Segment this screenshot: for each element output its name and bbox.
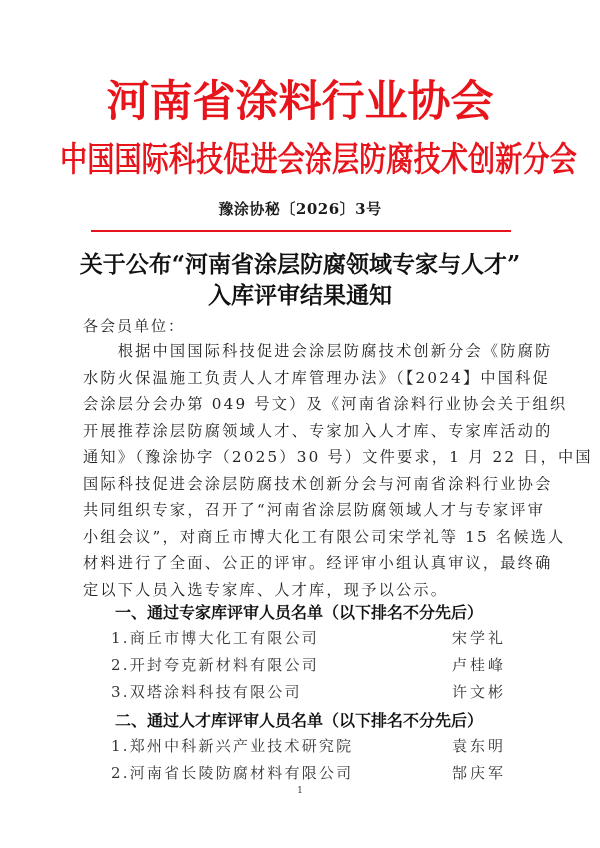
body-line: 开展推荐涂层防腐领域人才、专家加入人才库、专家库活动的 [83,421,553,440]
body-line: 国际科技促进会涂层防腐技术创新分会与河南省涂料行业协会 [83,474,553,493]
organization-name: 2.开封夸克新材料有限公司 [111,656,319,674]
notice-title-line-2: 入库评审结果通知 [208,282,392,309]
organization-name: 3.双塔涂料科技有限公司 [111,683,302,701]
page-number: 1 [297,786,303,796]
body-line: 根据中国国际科技促进会涂层防腐技术创新分会《防腐防 [83,342,553,360]
person-name: 卢桂峰 [451,656,506,674]
body-line: 共同组织专家，召开了“河南省涂层防腐领域人才与专家评审 [83,501,546,519]
organization-name: 1.郑州中科新兴产业技术研究院 [111,737,354,755]
talent-list-item [111,735,506,759]
body-line: 小组会议”，对商丘市博大化工有限公司宋学礼等 15 名候选人 [83,527,566,546]
body-line: 水防火保温施工负责人人才库管理办法》（【2024】中国科促 [83,368,550,387]
expert-list-item [111,681,506,705]
person-name: 袁东明 [451,737,506,755]
organization-name: 1.商丘市博大化工有限公司 [111,629,319,647]
document-number: 豫涂协秘〔2026〕3号 [218,200,382,218]
expert-list-heading: 一、通过专家库评审人员名单（以下排名不分先后） [115,603,484,622]
person-name: 宋学礼 [451,629,506,647]
talent-list-heading: 二、通过人才库评审人员名单（以下排名不分先后） [115,711,484,730]
org-title-primary: 河南省涂料行业协会 [106,77,494,127]
header-divider [91,230,511,232]
person-name: 郜庆军 [451,764,506,782]
salutation: 各会员单位： [83,317,186,335]
organization-name: 2.河南省长陵防腐材料有限公司 [111,764,354,782]
expert-list-item [111,654,506,678]
person-name: 许文彬 [451,683,506,701]
body-line: 通知》（豫涂协字（2025）30 号）文件要求，1 月 22 日，中国 [83,448,593,466]
body-line: 会涂层分会办第 049 号文）及《河南省涂料行业协会关于组织 [83,395,568,413]
notice-body [83,338,593,603]
notice-title-line-1: 关于公布“河南省涂层防腐领域专家与人才” [79,251,521,278]
org-title-secondary: 中国国际科技促进会涂层防腐技术创新分会 [60,140,577,180]
expert-list-item [111,627,506,651]
talent-list-item [111,762,506,786]
body-line: 材料进行了全面、公正的评审。经评审小组认真审议，最终确 [83,554,553,572]
body-line: 定以下人员入选专家库、人才库，现予以公示。 [83,580,449,599]
